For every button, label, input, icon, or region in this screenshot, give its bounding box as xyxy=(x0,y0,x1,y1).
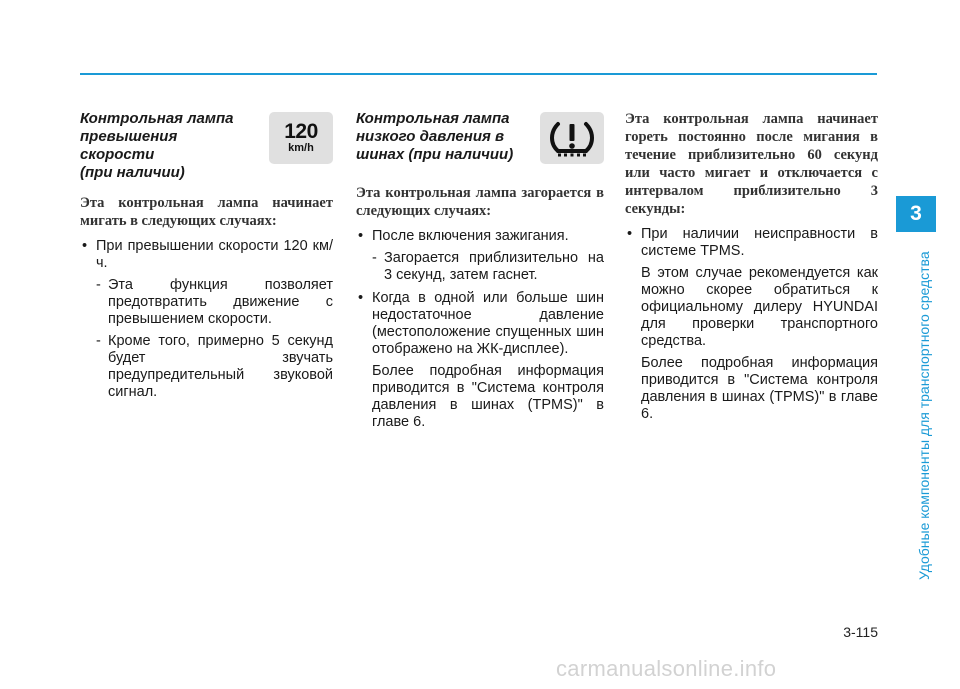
speed-icon-unit: km/h xyxy=(288,142,314,154)
chapter-tab: 3 xyxy=(896,196,936,232)
bullet-list xyxy=(356,228,604,431)
bullet-list xyxy=(625,226,878,423)
tire-pressure-symbol xyxy=(549,118,595,158)
sub-list xyxy=(96,277,333,401)
speed-icon-number: 120 xyxy=(284,120,318,143)
section-header xyxy=(80,110,333,182)
list-item: • Когда в одной или больше шин недостаточное давление (местоположение спущенных шин отображено на ЖК-дисплее). Более подробная информация приводится в "Система контроля давления в шинах (TPMS)" в главе 6. xyxy=(356,290,604,431)
top-rule xyxy=(80,73,877,75)
section-speed-warning xyxy=(80,110,333,407)
follow-paragraph: Более подробная информация приводится в "Система контроля давления в шинах (TPMS)" в главе 6. xyxy=(372,363,604,430)
list-item: • После включения зажигания. - Загорается приблизительно на 3 секунд, затем гаснет. xyxy=(356,228,604,284)
sub-list-item: - Кроме того, примерно 5 секунд будет звучать предупредительный звуковой сигнал. xyxy=(96,333,333,401)
section-title: Контрольная лампа превышения скорости (при наличии) xyxy=(80,110,234,181)
list-item: • При превышении скорости 120 км/ч. - Эта функция позволяет предотвратить движение с превышением скорости. - Кроме того, примерно 5 секунд будет звучать предупредительный звуковой сигнал. xyxy=(80,238,333,401)
chapter-title-vertical: Удобные компоненты для транспортного средства xyxy=(916,251,932,580)
section-tire-pressure-warning xyxy=(356,110,604,437)
section-intro: Эта контрольная лампа начинает мигать в следующих случаях: xyxy=(80,195,333,229)
section-header xyxy=(356,110,604,172)
section-title: Контрольная лампа низкого давления в шинах (при наличии) xyxy=(356,110,514,163)
section-intro: Эта контрольная лампа начинает гореть постоянно после мигания в течение приблизительно 60 секунд или часто мигает и отключается с интервалом приблизительно 3 секунды: xyxy=(625,111,878,217)
sub-list-item: - Загорается приблизительно на 3 секунд, затем гаснет. xyxy=(372,250,604,284)
section-tpms-malfunction xyxy=(625,110,878,429)
speed-120-kmh-icon xyxy=(269,112,333,164)
section-intro: Эта контрольная лампа загорается в следующих случаях: xyxy=(356,185,604,219)
sub-list xyxy=(372,250,604,284)
tire-pressure-warning-icon xyxy=(540,112,604,164)
follow-paragraph: Более подробная информация приводится в "Система контроля давления в шинах (TPMS)" в главе 6. xyxy=(641,355,878,422)
page-number: 3-115 xyxy=(843,624,878,640)
sub-list-item: - Эта функция позволяет предотвратить движение с превышением скорости. xyxy=(96,277,333,328)
bullet-list xyxy=(80,238,333,401)
follow-paragraph: В этом случае рекомендуется как можно скорее обратиться к официальному дилеру HYUNDAI для проверки транспортного средства. xyxy=(641,265,878,349)
watermark: carmanualsonline.info xyxy=(556,656,777,681)
list-item: • При наличии неисправности в системе TPMS. В этом случае рекомендуется как можно скорее обратиться к официальному дилеру HYUNDAI для проверки транспортного средства. Более подробная информация приводится в "Система контроля давления в шинах (TPMS)" в главе 6. xyxy=(625,226,878,423)
